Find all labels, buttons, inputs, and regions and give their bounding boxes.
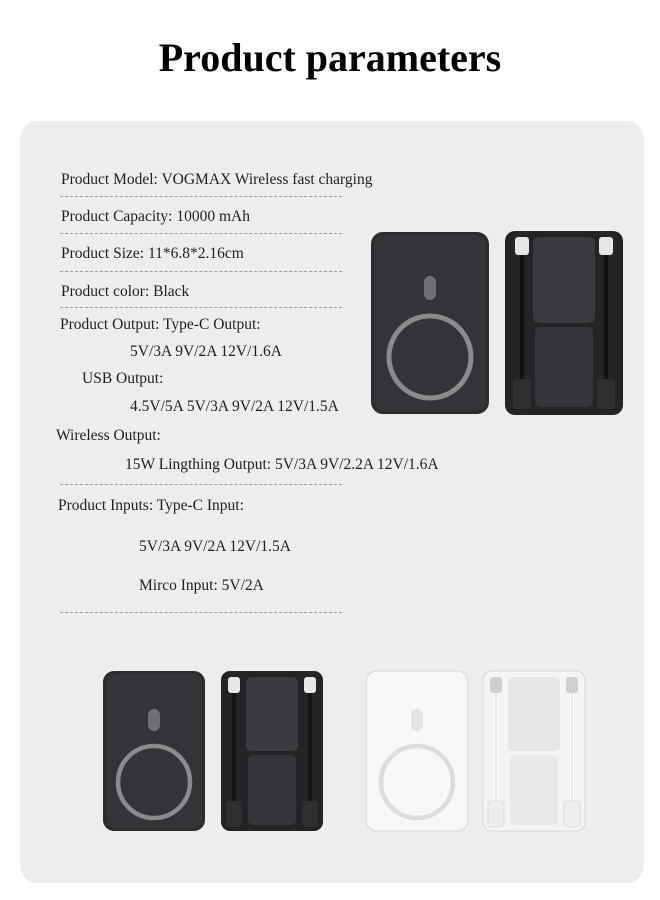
spec-usb-output-label: USB Output: bbox=[82, 370, 164, 387]
spec-micro-input: Mirco Input: 5V/2A bbox=[139, 577, 264, 594]
spec-output-heading: Product Output: Type-C Output: bbox=[60, 316, 261, 333]
divider bbox=[60, 271, 342, 272]
spec-model: Product Model: VOGMAX Wireless fast charging bbox=[61, 171, 373, 188]
spec-wireless-lightning-values: 15W Lingthing Output: 5V/3A 9V/2.2A 12V/1.6A bbox=[125, 456, 439, 473]
spec-capacity: Product Capacity: 10000 mAh bbox=[61, 208, 250, 225]
power-bank-white-front-image bbox=[364, 669, 470, 833]
page-title: Product parameters bbox=[158, 35, 502, 80]
divider bbox=[60, 484, 342, 485]
power-bank-black-back-image-small bbox=[219, 669, 325, 833]
divider bbox=[60, 612, 342, 613]
spec-size: Product Size: 11*6.8*2.16cm bbox=[61, 245, 244, 262]
spec-inputs-heading: Product Inputs: Type-C Input: bbox=[58, 497, 244, 514]
spec-typec-input-values: 5V/3A 9V/2A 12V/1.5A bbox=[139, 538, 291, 555]
spec-wireless-output-label: Wireless Output: bbox=[56, 427, 161, 444]
spec-color: Product color: Black bbox=[61, 283, 190, 300]
spec-usb-output-values: 4.5V/5A 5V/3A 9V/2A 12V/1.5A bbox=[130, 398, 339, 415]
power-bank-black-front-image bbox=[369, 230, 491, 416]
power-bank-black-front-image-small bbox=[101, 669, 207, 833]
divider bbox=[60, 307, 342, 308]
spec-typec-output-values: 5V/3A 9V/2A 12V/1.6A bbox=[130, 343, 282, 360]
divider bbox=[60, 196, 342, 197]
power-bank-white-back-image bbox=[481, 669, 587, 833]
power-bank-black-back-image bbox=[503, 229, 625, 417]
divider bbox=[60, 233, 342, 234]
